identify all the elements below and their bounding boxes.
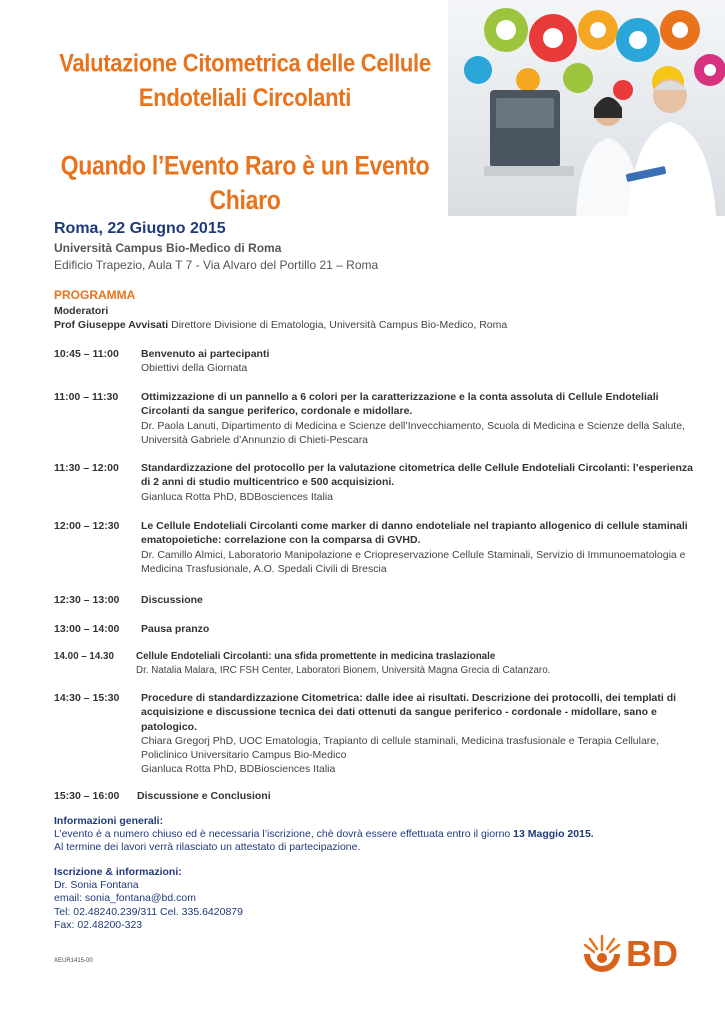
title-line-2: Endoteliali Circolanti [138, 82, 352, 112]
bd-logo [580, 928, 692, 974]
moderator-role: Direttore Divisione di Ematologia, Università Campus Bio-Medico, Roma [168, 319, 508, 331]
schedule-details: Dr. Paola Lanuti, Dipartimento di Medicina e Scienze dell’Invecchiamento, Scuola di Medicina e Scienze della Salute, Università Gabriele d’Annunzio di Chieti-Pescara [141, 419, 685, 446]
general-info-text: L’evento é a numero chiuso ed è necessaria l’iscrizione, chè dovrà essere effettuata entro il giorno 13 Maggio 2015. [54, 828, 594, 841]
lab-photo [448, 0, 725, 216]
registration-deadline: 13 Maggio 2015. [513, 828, 594, 841]
event-date: Roma, 22 Giugno 2015 [54, 220, 226, 237]
contact-phone: Tel: 02.48240.239/311 Cel. 335.6420879 [54, 905, 243, 918]
schedule-time: 11:00 – 11:30 [54, 391, 119, 403]
contact-email[interactable]: email: sonia_fontana@bd.com [54, 892, 196, 905]
schedule-title: Discussione [141, 594, 203, 606]
schedule-details-2: Gianluca Rotta PhD, BDBiosciences Italia [141, 763, 336, 776]
schedule-title: Standardizzazione del protocollo per la valutazione citometrica delle Cellule Endoteliali Circolanti: l’esperienza di 2 anni di studio multicentrico e 500 acquisizioni. [141, 462, 693, 489]
schedule-details: Chiara Gregorj PhD, UOC Ematologia, Trapianto di cellule staminali, Medicina trasfusionale e Terapia Cellulare, Policlinico Universitario Campus Bio-Medico [141, 734, 660, 762]
event-address: Edificio Trapezio, Aula T 7 - Via Alvaro del Portillo 21 – Roma [54, 258, 379, 272]
page-subtitle: Quando l’Evento Raro è un Evento Chiaro [60, 150, 430, 215]
document-code: XEUR1415-00 [54, 958, 93, 964]
contact-fax: Fax: 02.48200-323 [54, 918, 143, 931]
schedule-title: Ottimizzazione di un pannello a 6 colori per la caratterizzazione e la conta assoluta di Cellule Endoteliali Circolanti da sangue periferico, cordonale e midollare. [141, 391, 659, 418]
schedule-title: Procedure di standardizzazione Citometrica: dalle idee ai risultati. Descrizione dei protocolli, dei templati di acquisizione e discussione tecnica dei dati ottenuti da sangue periferico - cordonale - midollare, sano e patologico. [141, 692, 677, 733]
schedule-details: Obiettivi della Giornata [141, 362, 248, 375]
schedule-time: 12:30 – 13:00 [54, 594, 120, 606]
general-info-text-2: Al termine dei lavori verrà rilasciato un attestato di partecipazione. [54, 841, 361, 854]
schedule-time: 15:30 – 16:00 [54, 790, 120, 802]
schedule-time: 11:30 – 12:00 [54, 462, 119, 474]
schedule-time: 12:00 – 12:30 [54, 520, 120, 532]
bd-sunburst-icon [584, 936, 620, 972]
bd-logo-text: BD [626, 933, 678, 974]
program-heading: PROGRAMMA [54, 288, 136, 302]
schedule-title: Le Cellule Endoteliali Circolanti come marker di danno endoteliale nel trapianto allogenico di cellule staminali ematopoietiche: correlazione con la comparsa di GVHD. [141, 520, 688, 547]
schedule-details: Gianluca Rotta PhD, BDBosciences Italia [141, 490, 334, 503]
schedule-time: 14:30 – 15:30 [54, 692, 120, 704]
general-info [54, 815, 594, 855]
schedule-title: Cellule Endoteliali Circolanti: una sfida promettente in medicina traslazionale [136, 651, 496, 662]
contact-heading: Iscrizione & informazioni: [54, 866, 182, 878]
general-info-heading: Informazioni generali: [54, 815, 164, 827]
schedule-time: 10:45 – 11:00 [54, 348, 119, 360]
schedule-title: Pausa pranzo [141, 623, 210, 635]
schedule-title: Discussione e Conclusioni [137, 790, 271, 802]
event-university: Università Campus Bio-Medico di Roma [54, 241, 282, 255]
schedule-time: 13:00 – 14:00 [54, 623, 120, 635]
page-title [40, 46, 450, 115]
schedule-details: Dr. Natalia Malara, IRC FSH Center, Laboratori Bionem, Università Magna Grecia di Catanzaro. [136, 665, 551, 677]
moderator-line [54, 318, 507, 332]
moderator-name: Prof Giuseppe Avvisati [54, 319, 169, 331]
schedule-details: Dr. Camillo Almici, Laboratorio Manipolazione e Criopreservazione Cellule Staminali, Servizio di Immunoematologia e Medicina Trasfusionale, A.O. Spedali Civili di Brescia [141, 548, 686, 575]
contact-block [54, 866, 243, 932]
schedule-title: Benvenuto ai partecipanti [141, 348, 270, 360]
contact-name: Dr. Sonia Fontana [54, 879, 139, 892]
title-line-1: Valutazione Citometrica delle Cellule [59, 48, 431, 78]
schedule-time: 14.00 – 14.30 [54, 651, 114, 662]
moderators-label: Moderatori [54, 305, 109, 317]
